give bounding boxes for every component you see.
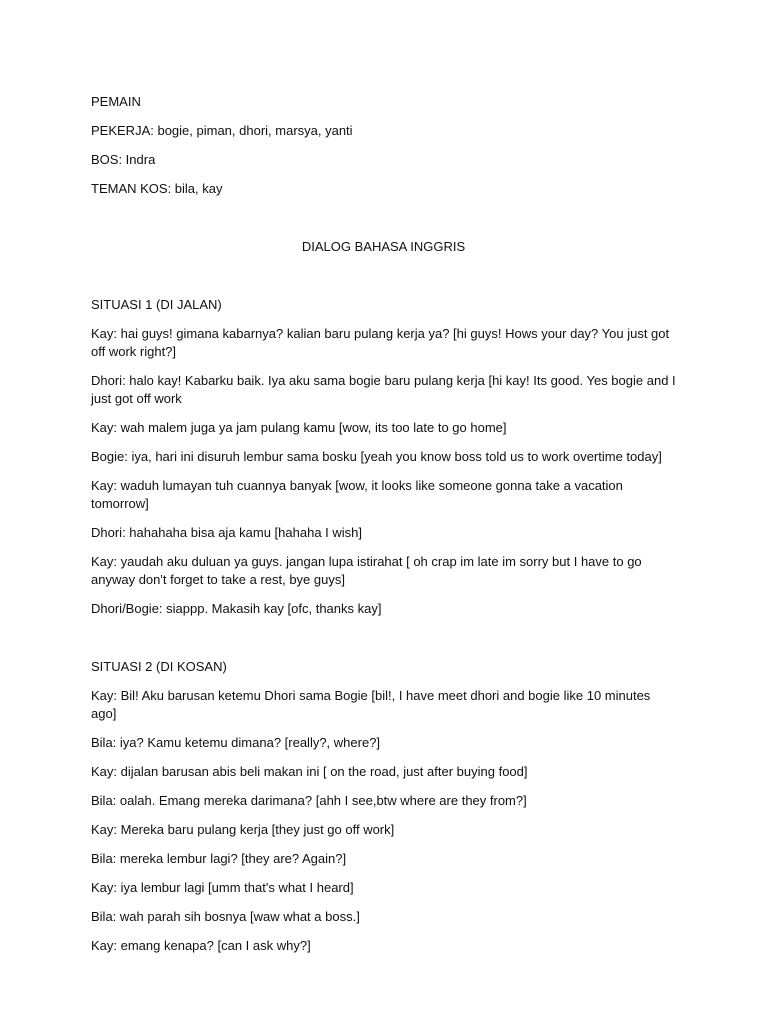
situation-1-heading: SITUASI 1 (DI JALAN) [91, 297, 222, 312]
dialog-line: Kay: wah malem juga ya jam pulang kamu [wow, its too late to go home] [91, 420, 507, 435]
situation-2-heading: SITUASI 2 (DI KOSAN) [91, 659, 227, 674]
dialog-line: Bila: mereka lembur lagi? [they are? Again?] [91, 851, 347, 866]
dialog-line: Dhori: halo kay! Kabarku baik. Iya aku sama bogie baru pulang kerja [hi kay! Its good. Yes bogie and I just got off work [91, 373, 676, 406]
dialog-line: Kay: hai guys! gimana kabarnya? kalian baru pulang kerja ya? [hi guys! Hows your day? You just got off work right?] [91, 326, 670, 359]
dialog-line: Kay: iya lembur lagi [umm that's what I heard] [91, 880, 354, 895]
dialog-line: Kay: Mereka baru pulang kerja [they just go off work] [91, 822, 395, 837]
dialog-line: Kay: Bil! Aku barusan ketemu Dhori sama Bogie [bil!, I have meet dhori and bogie like 10 minutes ago] [91, 688, 651, 721]
dialog-line: Bila: iya? Kamu ketemu dimana? [really?, where?] [91, 735, 381, 750]
cast-workers: PEKERJA: bogie, piman, dhori, marsya, yanti [91, 123, 353, 138]
spacer [91, 629, 676, 658]
dialog-line: Kay: dijalan barusan abis beli makan ini [ on the road, just after buying food] [91, 764, 528, 779]
dialog-line: Dhori/Bogie: siappp. Makasih kay [ofc, thanks kay] [91, 601, 382, 616]
spacer [91, 267, 676, 296]
dialog-line: Dhori: hahahaha bisa aja kamu [hahaha I wish] [91, 525, 363, 540]
dialog-line: Kay: yaudah aku duluan ya guys. jangan lupa istirahat [ oh crap im late im sorry but I have to go anyway don't forget to take a rest, bye guys] [91, 554, 642, 587]
dialog-line: Kay: emang kenapa? [can I ask why?] [91, 938, 311, 953]
dialog-line: Bila: oalah. Emang mereka darimana? [ahh I see,btw where are they from?] [91, 793, 527, 808]
spacer [91, 209, 676, 238]
cast-boss: BOS: Indra [91, 152, 156, 167]
dialog-line: Kay: waduh lumayan tuh cuannya banyak [wow, it looks like someone gonna take a vacation tomorrow] [91, 478, 623, 511]
dialog-line: Bogie: iya, hari ini disuruh lembur sama bosku [yeah you know boss told us to work overtime today] [91, 449, 662, 464]
cast-roommates: TEMAN KOS: bila, kay [91, 181, 223, 196]
dialog-line: Bila: wah parah sih bosnya [waw what a boss.] [91, 909, 360, 924]
cast-heading: PEMAIN [91, 94, 141, 109]
document-title: DIALOG BAHASA INGGRIS [301, 239, 466, 254]
